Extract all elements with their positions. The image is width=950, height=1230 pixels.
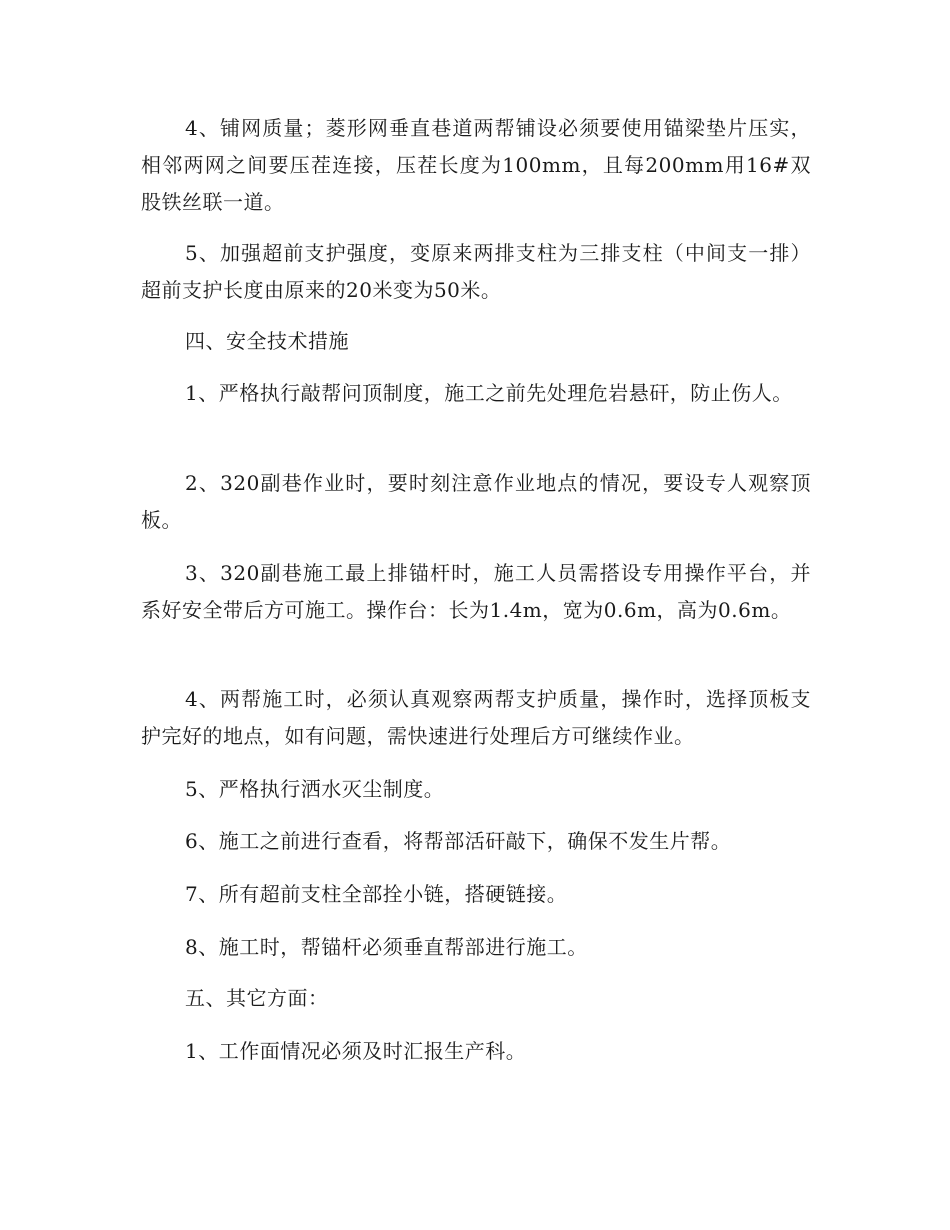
paragraph-safety-item-7: 7、所有超前支柱全部拴小链，搭硬链接。 <box>185 882 568 906</box>
paragraph-mesh-quality: 4、铺网质量；菱形网垂直巷道两帮铺设必须要使用锚梁垫片压实，相邻两网之间要压茬连接，压茬长度为100mm，且每200mm用16#双股铁丝联一道。 <box>141 116 811 214</box>
paragraph-safety-item-8: 8、施工时，帮锚杆必须垂直帮部进行施工。 <box>185 935 588 959</box>
paragraph-safety-item-6: 6、施工之前进行查看，将帮部活矸敲下，确保不发生片帮。 <box>185 829 732 853</box>
section-heading-other: 五、其它方面： <box>185 986 329 1010</box>
paragraph-safety-item-2: 2、320副巷作业时，要时刻注意作业地点的情况，要设专人观察顶板。 <box>141 471 811 532</box>
paragraph-safety-item-1: 1、严格执行敲帮问顶制度，施工之前先处理危岩悬矸，防止伤人。 <box>185 381 793 405</box>
section-heading-safety: 四、安全技术措施 <box>185 329 349 353</box>
paragraph-other-item-1: 1、工作面情况必须及时汇报生产科。 <box>185 1039 527 1063</box>
paragraph-safety-item-5: 5、严格执行洒水灭尘制度。 <box>185 777 445 801</box>
paragraph-advance-support: 5、加强超前支护强度，变原来两排支柱为三排支柱（中间支一排）超前支护长度由原来的20米变为50米。 <box>141 241 811 302</box>
paragraph-safety-item-3: 3、320副巷施工最上排锚杆时，施工人员需搭设专用操作平台，并系好安全带后方可施工。操作台：长为1.4m，宽为0.6m，高为0.6m。 <box>141 561 811 622</box>
paragraph-safety-item-4: 4、两帮施工时，必须认真观察两帮支护质量，操作时，选择顶板支护完好的地点，如有问题，需快速进行处理后方可继续作业。 <box>141 687 811 748</box>
